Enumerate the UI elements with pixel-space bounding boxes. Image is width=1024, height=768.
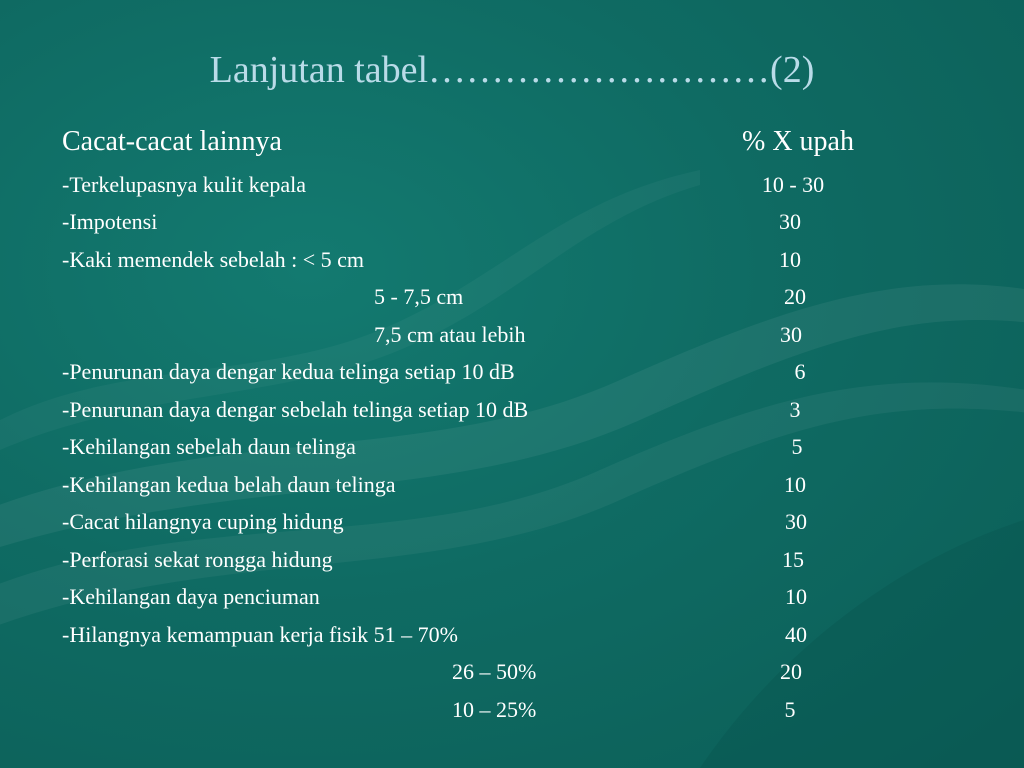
- row-value: 3: [789, 397, 801, 422]
- table-row: [0, 205, 1024, 239]
- table-row: [0, 243, 1024, 277]
- row-label: -Penurunan daya dengar kedua telinga setiap 10 dB: [62, 359, 515, 384]
- row-label: -Hilangnya kemampuan kerja fisik 51 – 70%: [62, 622, 458, 647]
- row-label: -Terkelupasnya kulit kepala: [62, 172, 307, 197]
- table-row: [0, 393, 1024, 427]
- row-value: 10: [779, 247, 801, 272]
- table-row: [0, 505, 1024, 539]
- row-value: 10: [784, 472, 806, 497]
- row-label: -Kehilangan daya penciuman: [62, 584, 320, 609]
- row-label: 7,5 cm atau lebih: [374, 322, 526, 347]
- row-label: -Perforasi sekat rongga hidung: [62, 547, 333, 572]
- row-value: 10 - 30: [761, 172, 825, 197]
- row-value: 30: [785, 509, 807, 534]
- row-value: 20: [780, 659, 802, 684]
- header-label: Cacat-cacat lainnya: [62, 126, 282, 157]
- row-value: 30: [779, 209, 801, 234]
- row-label: -Impotensi: [62, 209, 158, 234]
- table-row: [0, 655, 1024, 689]
- table-row: [0, 618, 1024, 652]
- row-value: 30: [780, 322, 802, 347]
- row-value: 6: [794, 359, 806, 384]
- table-row: [0, 280, 1024, 314]
- slide-title: Lanjutan tabel………………………(2): [209, 49, 815, 91]
- row-label: 5 - 7,5 cm: [374, 284, 464, 309]
- table-row: [0, 468, 1024, 502]
- row-value: 15: [782, 547, 804, 572]
- row-label: -Penurunan daya dengar sebelah telinga setiap 10 dB: [62, 397, 529, 422]
- row-label: -Cacat hilangnya cuping hidung: [62, 509, 344, 534]
- table-row: [0, 318, 1024, 352]
- row-value: 5: [784, 697, 796, 722]
- row-label: -Kehilangan sebelah daun telinga: [62, 434, 356, 459]
- table-row: [0, 168, 1024, 202]
- table-row: [0, 693, 1024, 727]
- row-label: -Kehilangan kedua belah daun telinga: [62, 472, 396, 497]
- table-row: [0, 355, 1024, 389]
- row-label: 26 – 50%: [452, 659, 537, 684]
- row-value: 10: [785, 584, 807, 609]
- header-value: % X upah: [742, 126, 854, 157]
- row-value: 40: [785, 622, 807, 647]
- table-row: [0, 543, 1024, 577]
- row-value: 5: [791, 434, 803, 459]
- row-label: 10 – 25%: [452, 697, 537, 722]
- table-header: [0, 125, 1024, 159]
- row-label: -Kaki memendek sebelah : < 5 cm: [62, 247, 364, 272]
- table-row: [0, 580, 1024, 614]
- table-row: [0, 430, 1024, 464]
- row-value: 20: [784, 284, 806, 309]
